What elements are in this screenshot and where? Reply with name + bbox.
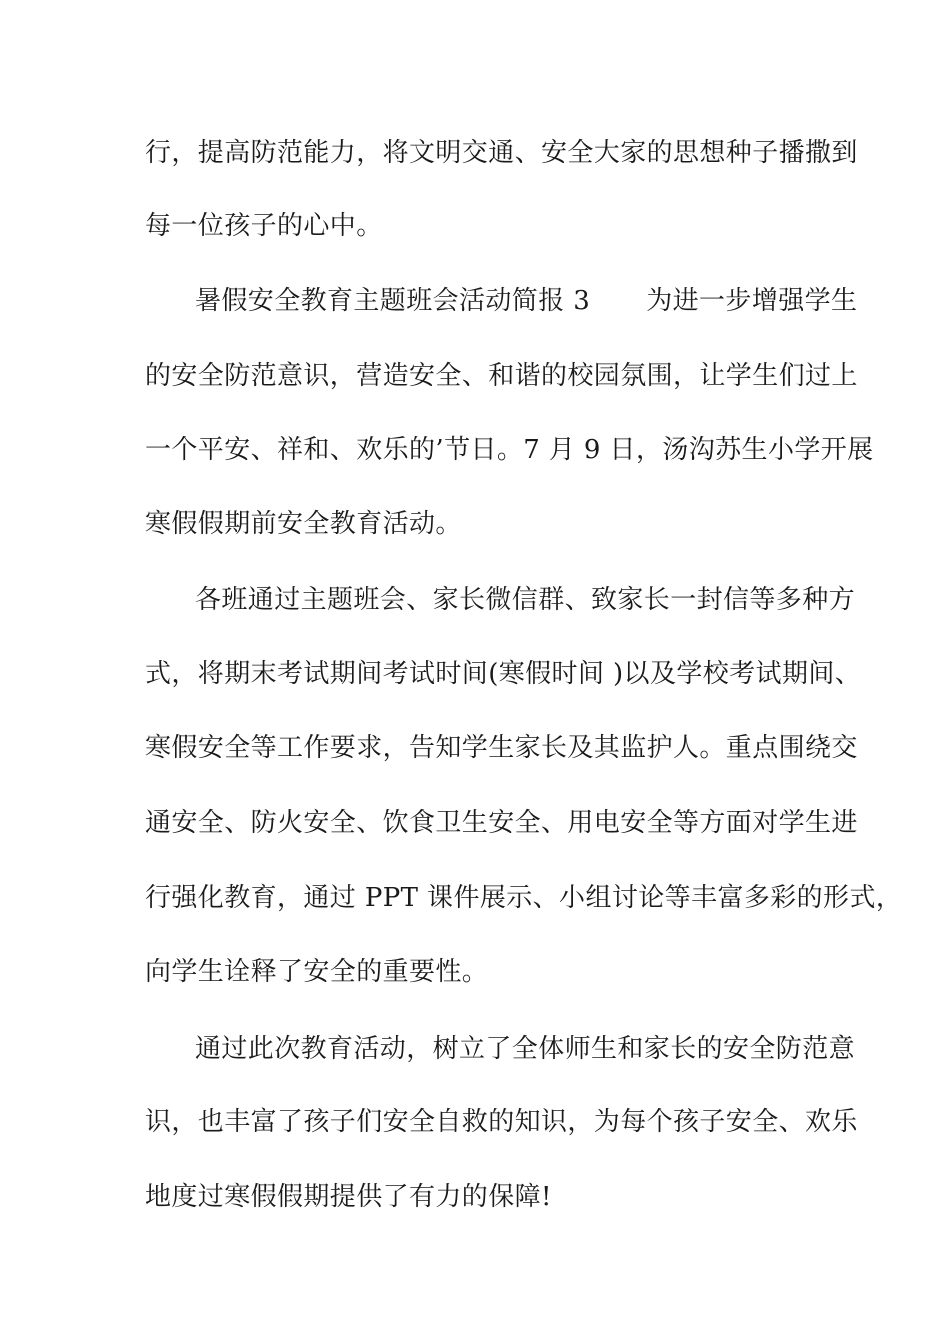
report-heading: 暑假安全教育主题班会活动简报 3 [195,286,591,316]
text-line: 一个平安、祥和、欢乐的’节日。7 月 9 日，汤沟苏生小学开展 [145,435,874,465]
paragraph-first-line [195,286,857,316]
text-line: 寒假安全等工作要求，告知学生家长及其监护人。重点围绕交 [145,733,858,763]
text-line: 每一位孩子的心中。 [145,211,383,241]
text-line: 各班通过主题班会、家长微信群、致家长一封信等多种方 [195,585,856,615]
text-line: 向学生诠释了安全的重要性。 [145,957,489,987]
text-line: 地度过寒假假期提供了有力的保障! [145,1182,552,1212]
text-line: 通过此次教育活动，树立了全体师生和家长的安全防范意 [195,1034,856,1064]
text-line: 寒假假期前安全教育活动。 [145,509,462,539]
text-line: 行强化教育，通过 PPT 课件展示、小组讨论等丰富多彩的形式， [145,883,903,913]
text-line: 的安全防范意识，营造安全、和谐的校园氛围，让学生们过上 [145,361,858,391]
text-line: 行，提高防范能力，将文明交通、安全大家的思想种子播撒到 [145,138,858,168]
text-line: 为进一步增强学生 [646,286,858,316]
text-line: 识，也丰富了孩子们安全自救的知识，为每个孩子安全、欢乐 [145,1107,858,1137]
text-line: 式，将期末考试期间考试时间(寒假时间 )以及学校考试期间、 [145,659,862,689]
text-line: 通安全、防火安全、饮食卫生安全、用电安全等方面对学生进 [145,808,858,838]
